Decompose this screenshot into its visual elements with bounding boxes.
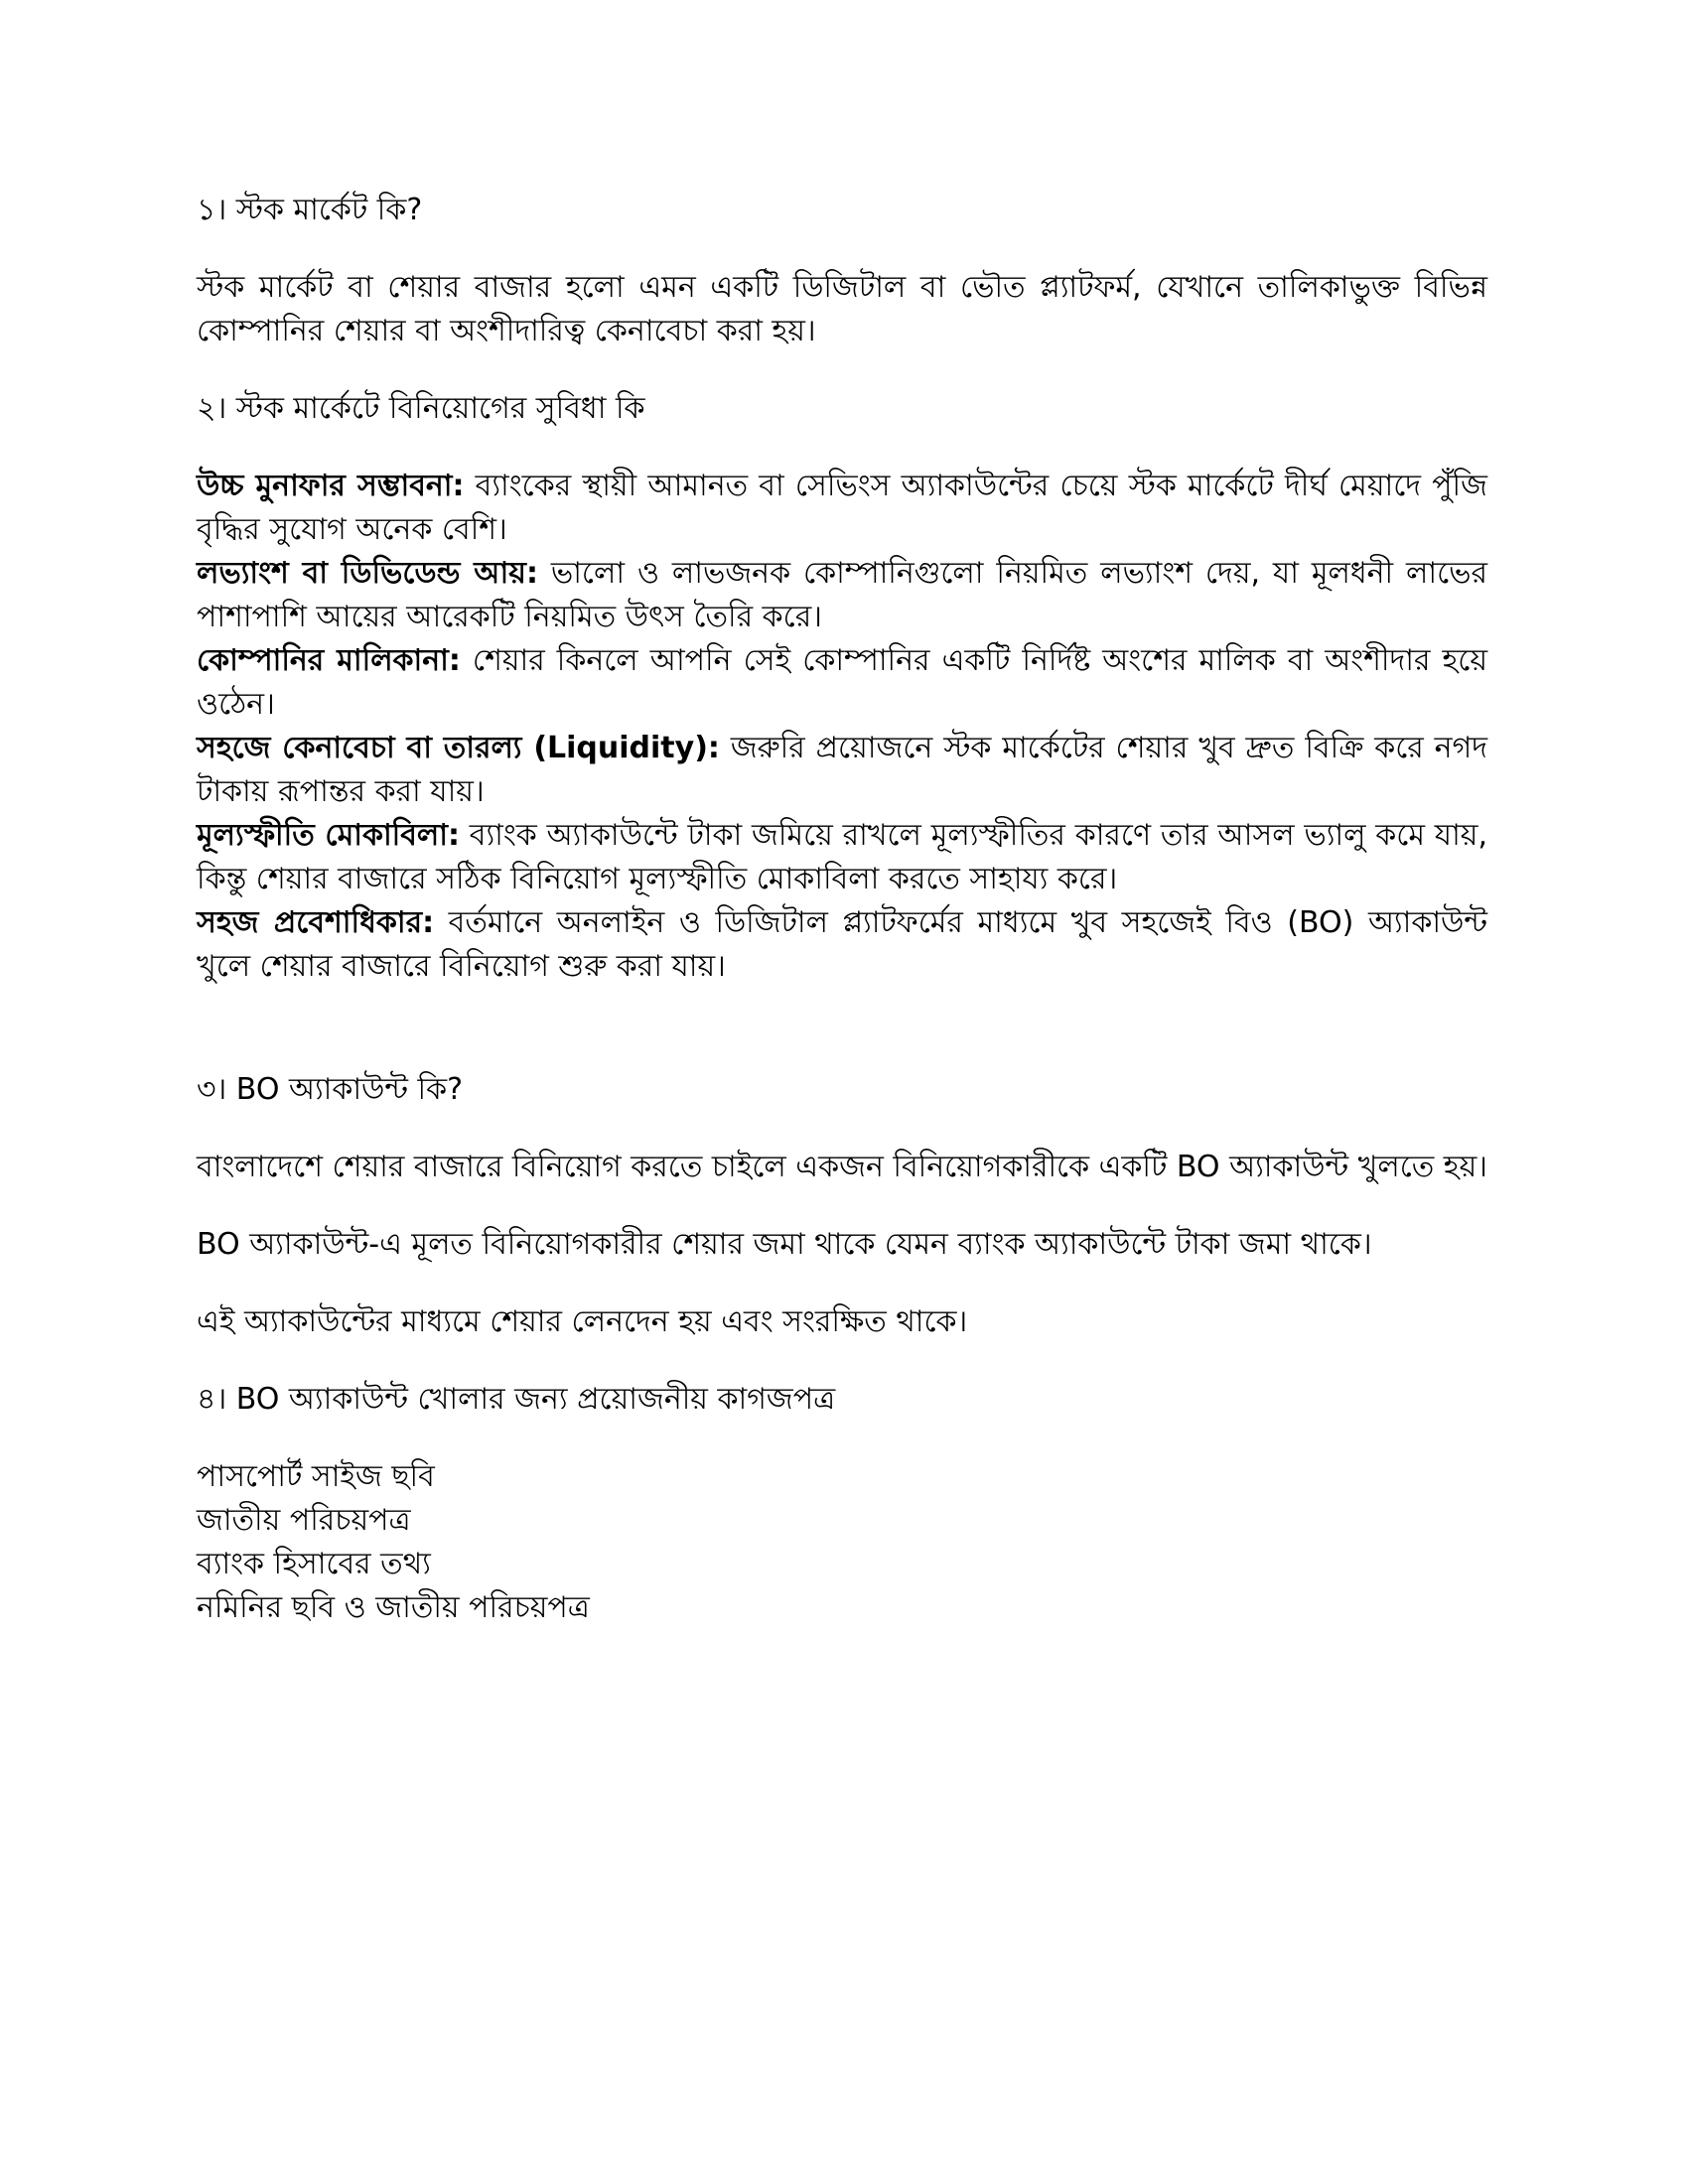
benefit-term: সহজ প্রবেশাধিকার: <box>197 905 435 940</box>
list-item: ব্যাংক হিসাবের তথ্য <box>197 1547 431 1581</box>
benefit-text: বর্তমানে অনলাইন ও ডিজিটাল প্ল্যাটফর্মের মাধ্যমে খুব সহজেই বিও (BO) অ্যাকাউন্ট খুলে শেয়ার বাজারে বিনিয়োগ শুরু করা যায়। <box>197 905 1487 984</box>
document-page <box>197 189 1487 1630</box>
list-item: পাসপোর্ট সাইজ ছবি <box>197 1459 435 1494</box>
benefit-item <box>197 552 1487 639</box>
benefit-text: জরুরি প্রয়োজনে স্টক মার্কেটের শেয়ার খুব দ্রুত বিক্রি করে নগদ টাকায় রূপান্তর করা যায়। <box>197 731 1487 809</box>
benefit-term: লভ্যাংশ বা ডিভিডেন্ড আয়: <box>197 556 538 591</box>
section-3-paragraph-3: এই অ্যাকাউন্টের মাধ্যমে শেয়ার লেনদেন হয় এবং সংরক্ষিত থাকে। <box>197 1304 968 1339</box>
documents-list <box>197 1455 1487 1630</box>
benefit-item <box>197 639 1487 727</box>
benefits-list <box>197 465 1487 989</box>
section-2-heading: ২। স্টক মার্কেটে বিনিয়োগের সুবিধা কি <box>197 391 645 426</box>
benefit-item <box>197 901 1487 989</box>
benefit-term: মূল্যস্ফীতি মোকাবিলা: <box>197 818 460 853</box>
section-1-paragraph: স্টক মার্কেট বা শেয়ার বাজার হলো এমন একটি ডিজিটাল বা ভৌত প্ল্যাটফর্ম, যেখানে তালিকাভুক্ত বিভিন্ন কোম্পানির শেয়ার বা অংশীদারিত্ব কেনাবেচা করা হয়। <box>197 270 1487 348</box>
benefit-term: সহজে কেনাবেচা বা তারল্য (Liquidity): <box>197 731 720 765</box>
section-3-paragraph-2: BO অ্যাকাউন্ট-এ মূলত বিনিয়োগকারীর শেয়ার জমা থাকে যেমন ব্যাংক অ্যাকাউন্টে টাকা জমা থাকে। <box>197 1227 1372 1262</box>
benefit-text: ব্যাংকের স্থায়ী আমানত বা সেভিংস অ্যাকাউন্টের চেয়ে স্টক মার্কেটে দীর্ঘ মেয়াদে পুঁজি বৃদ্ধির সুযোগ অনেক বেশি। <box>197 469 1487 547</box>
benefit-text: ভালো ও লাভজনক কোম্পানিগুলো নিয়মিত লভ্যাংশ দেয়, যা মূলধনী লাভের পাশাপাশি আয়ের আরেকটি নিয়মিত উৎস তৈরি করে। <box>197 556 1487 634</box>
benefit-text: ব্যাংক অ্যাকাউন্টে টাকা জমিয়ে রাখলে মূল্যস্ফীতির কারণে তার আসল ভ্যালু কমে যায়, কিন্তু শেয়ার বাজারে সঠিক বিনিয়োগ মূল্যস্ফীতি মোকাবিলা করতে সাহায্য করে। <box>197 818 1487 896</box>
benefit-item <box>197 465 1487 552</box>
section-3-heading: ৩। BO অ্যাকাউন্ট কি? <box>197 1072 464 1107</box>
section-3-paragraph-1: বাংলাদেশে শেয়ার বাজারে বিনিয়োগ করতে চাইলে একজন বিনিয়োগকারীকে একটি BO অ্যাকাউন্ট খুলতে হয়। <box>197 1150 1487 1184</box>
list-item: জাতীয় পরিচয়পত্র <box>197 1503 411 1538</box>
benefit-item <box>197 814 1487 901</box>
list-item: নমিনির ছবি ও জাতীয় পরিচয়পত্র <box>197 1590 590 1625</box>
benefit-item <box>197 727 1487 814</box>
benefit-text: শেয়ার কিনলে আপনি সেই কোম্পানির একটি নির্দিষ্ট অংশের মালিক বা অংশীদার হয়ে ওঠেন। <box>197 643 1487 722</box>
section-4-heading: ৪। BO অ্যাকাউন্ট খোলার জন্য প্রয়োজনীয় কাগজপত্র <box>197 1382 836 1417</box>
benefit-term: কোম্পানির মালিকানা: <box>197 643 461 678</box>
section-1-heading: ১। স্টক মার্কেট কি? <box>197 193 423 227</box>
benefit-term: উচ্চ মুনাফার সম্ভাবনা: <box>197 469 465 503</box>
